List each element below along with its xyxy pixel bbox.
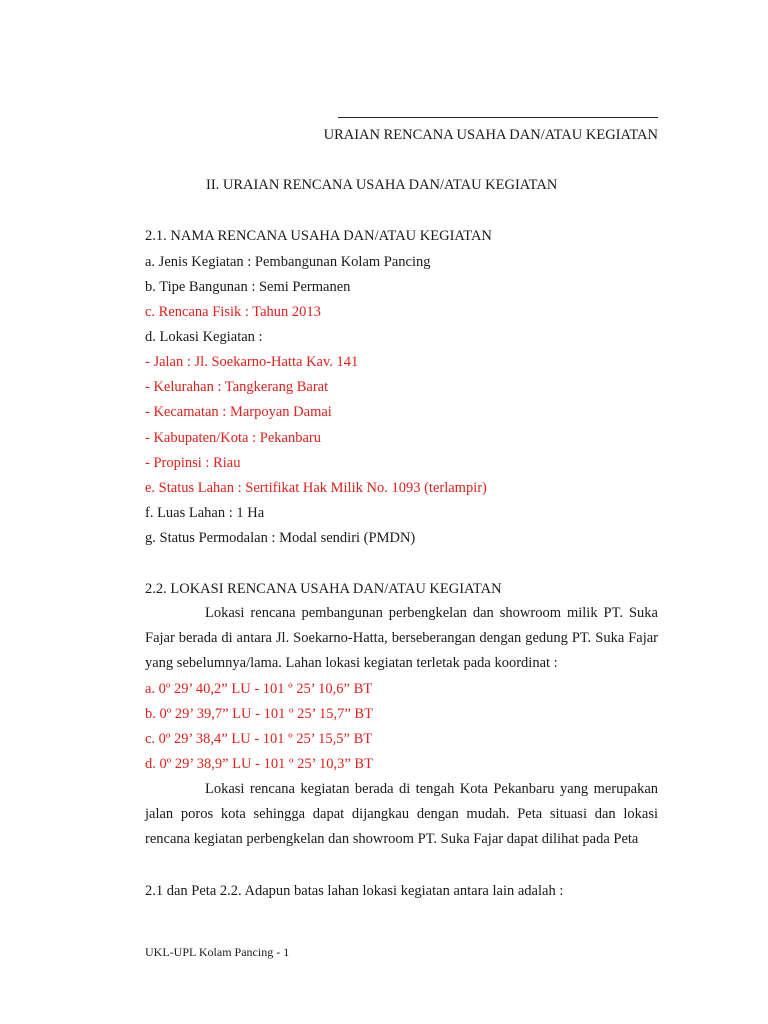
list-item-status-lahan: e. Status Lahan : Sertifikat Hak Milik No. 1093 (terlampir) [145,480,487,496]
page-footer: UKL-UPL Kolam Pancing - 1 [145,945,290,959]
header-rule [338,117,658,118]
paragraph-batas-lahan: 2.1 dan Peta 2.2. Adapun batas lahan lokasi kegiatan antara lain adalah : [145,883,564,899]
list-item-luas-lahan: f. Luas Lahan : 1 Ha [145,505,265,521]
paragraph-situasi: Lokasi rencana kegiatan berada di tengah Kota Pekanbaru yang merupakan jalan poros kota sehingga dapat dijangkau dengan mudah. Peta situasi dan lokasi rencana kegiatan perbengkelan dan showroom PT. Suka Fajar dapat dilihat pada Peta [145,781,658,847]
list-item-jalan: - Jalan : Jl. Soekarno-Hatta Kav. 141 [145,354,359,370]
coordinate-a: a. 0º 29’ 40,2” LU - 101 º 25’ 10,6” BT [145,681,373,697]
section-heading-2-1: 2.1. NAMA RENCANA USAHA DAN/ATAU KEGIATAN [145,228,492,244]
paragraph-lokasi: Lokasi rencana pembangunan perbengkelan dan showroom milik PT. Suka Fajar berada di antara Jl. Soekarno-Hatta, berseberangan dengan gedung PT. Suka Fajar yang sebelumnya/lama. Lahan lokasi kegiatan terletak pada koordinat : [145,605,658,671]
running-header: URAIAN RENCANA USAHA DAN/ATAU KEGIATAN [323,127,658,143]
list-item-status-permodalan: g. Status Permodalan : Modal sendiri (PMDN) [145,530,416,546]
coordinate-b: b. 0º 29’ 39,7” LU - 101 º 25’ 15,7” BT [145,706,373,722]
coordinate-c: c. 0º 29’ 38,4” LU - 101 º 25’ 15,5” BT [145,731,373,747]
list-item-kelurahan: - Kelurahan : Tangkerang Barat [145,379,329,395]
list-item-tipe-bangunan: b. Tipe Bangunan : Semi Permanen [145,279,351,295]
list-item-kecamatan: - Kecamatan : Marpoyan Damai [145,404,332,420]
list-item-kabupaten: - Kabupaten/Kota : Pekanbaru [145,430,321,446]
list-item-jenis-kegiatan: a. Jenis Kegiatan : Pembangunan Kolam Pancing [145,254,431,270]
coordinate-d: d. 0º 29’ 38,9” LU - 101 º 25’ 10,3” BT [145,756,373,772]
list-item-propinsi: - Propinsi : Riau [145,455,241,471]
list-item-lokasi-kegiatan: d. Lokasi Kegiatan : [145,329,263,345]
list-item-rencana-fisik: c. Rencana Fisik : Tahun 2013 [145,304,321,320]
section-heading-2-2: 2.2. LOKASI RENCANA USAHA DAN/ATAU KEGIATAN [145,581,502,597]
chapter-title: II. URAIAN RENCANA USAHA DAN/ATAU KEGIATAN [206,177,558,193]
